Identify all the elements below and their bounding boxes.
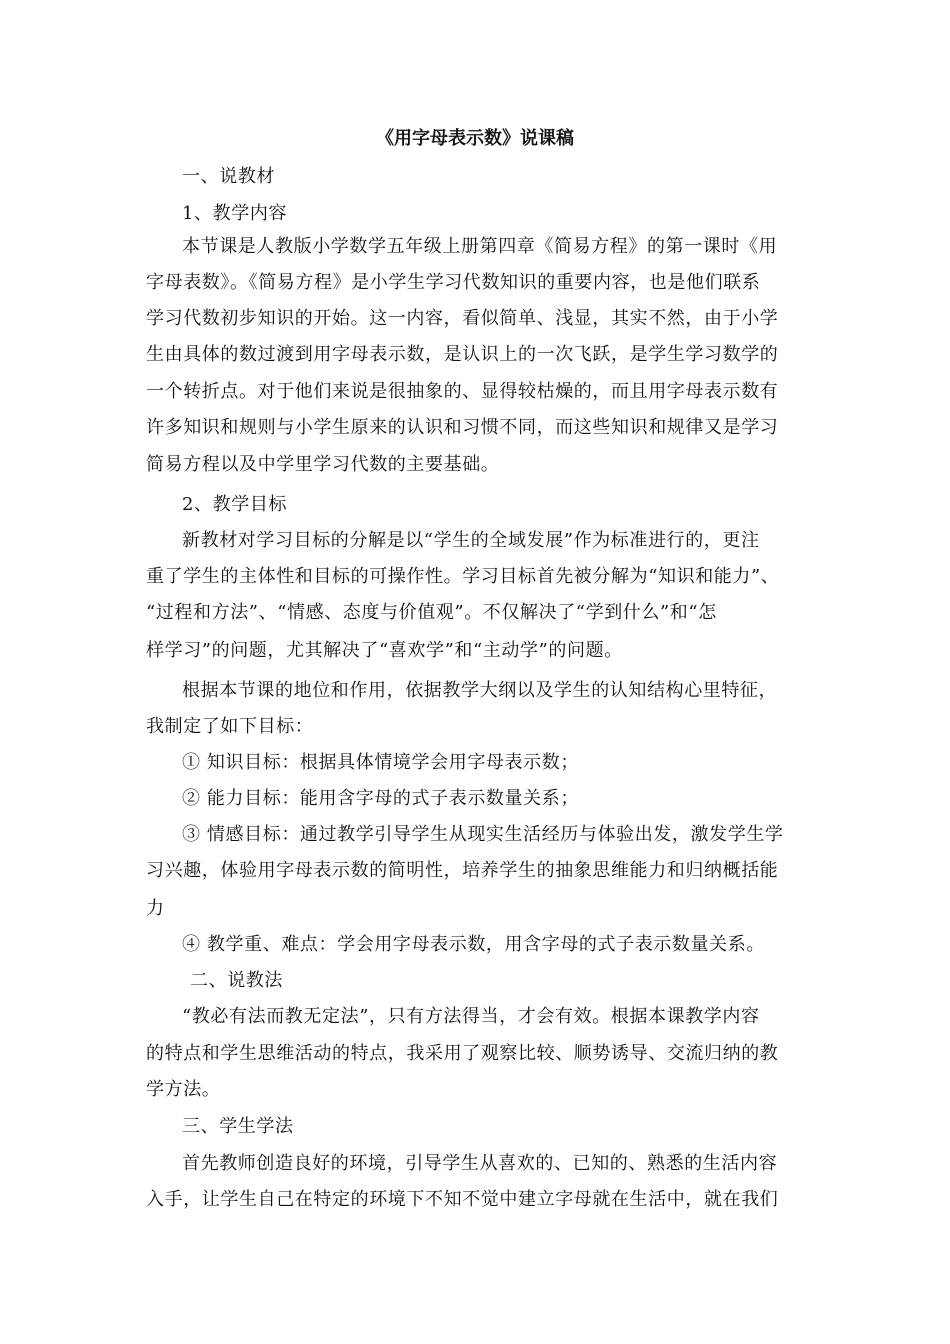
paragraph-line: “过程和方法”、“情感、态度与价值观”。不仅解决了“学到什么”和“怎 [146,602,717,623]
paragraph-line: 本节课是人教版小学数学五年级上册第四章《简易方程》的第一课时《用 [182,236,778,257]
objective-item: ③ 情感目标：通过教学引导学生从现实生活经历与体验出发，激发学生学 [182,824,784,845]
subheading-content: 1、教学内容 [182,203,288,224]
paragraph-line: 习兴趣，体验用字母表示数的简明性，培养学生的抽象思维能力和归纳概括能 [146,860,779,881]
paragraph-line: 一个转折点。对于他们来说是很抽象的、显得较枯燥的，而且用字母表示数有 [146,381,779,402]
paragraph-line: 新教材对学习目标的分解是以“学生的全域发展”作为标准进行的，更注 [182,530,760,551]
paragraph-line: 许多知识和规则与小学生原来的认识和习惯不同，而这些知识和规律又是学习 [146,417,779,438]
objective-item: ② 能力目标：能用含字母的式子表示数量关系； [182,788,579,809]
objective-item: ④ 教学重、难点：学会用字母表示数，用含字母的式子表示数量关系。 [182,934,765,955]
document-title: 《用字母表示数》说课稿 [376,128,574,149]
paragraph-line: 根据本节课的地位和作用，依据教学大纲以及学生的认知结构心里特征， [182,680,778,701]
paragraph-line: 字母表数》。《简易方程》是小学生学习代数知识的重要内容，也是他们联系 [146,272,761,293]
paragraph-line: 我制定了如下目标： [146,716,314,737]
paragraph-line: 学习代数初步知识的开始。这一内容，看似简单、浅显，其实不然，由于小学 [146,308,779,329]
subheading-objectives: 2、教学目标 [182,494,288,515]
paragraph-line: 生由具体的数过渡到用字母表示数，是认识上的一次飞跃，是学生学习数学的 [146,344,779,365]
section-heading-study: 三、学生学法 [182,1116,294,1137]
section-heading-textbook: 一、说教材 [182,166,275,187]
paragraph-line: 力 [146,898,165,919]
paragraph-line: “教必有法而教无定法”，只有方法得当，才会有效。根据本课教学内容 [182,1006,760,1027]
paragraph-line: 重了学生的主体性和目标的可操作性。学习目标首先被分解为“知识和能力”、 [146,566,780,587]
paragraph-line: 学方法。 [146,1079,221,1100]
paragraph-line: 简易方程以及中学里学习代数的主要基础。 [146,454,500,475]
paragraph-line: 样学习”的问题，尤其解决了“喜欢学”和“主动学”的问题。 [146,640,623,661]
section-heading-method: 二、说教法 [190,970,283,991]
objective-item: ① 知识目标：根据具体情境学会用字母表示数； [182,752,579,773]
paragraph-line: 的特点和学生思维活动的特点，我采用了观察比较、顺势诱导、交流归纳的教 [146,1043,779,1064]
paragraph-line: 首先教师创造良好的环境，引导学生从喜欢的、已知的、熟悉的生活内容 [182,1153,778,1174]
paragraph-line: 入手，让学生自己在特定的环境下不知不觉中建立字母就在生活中，就在我们 [146,1189,779,1210]
